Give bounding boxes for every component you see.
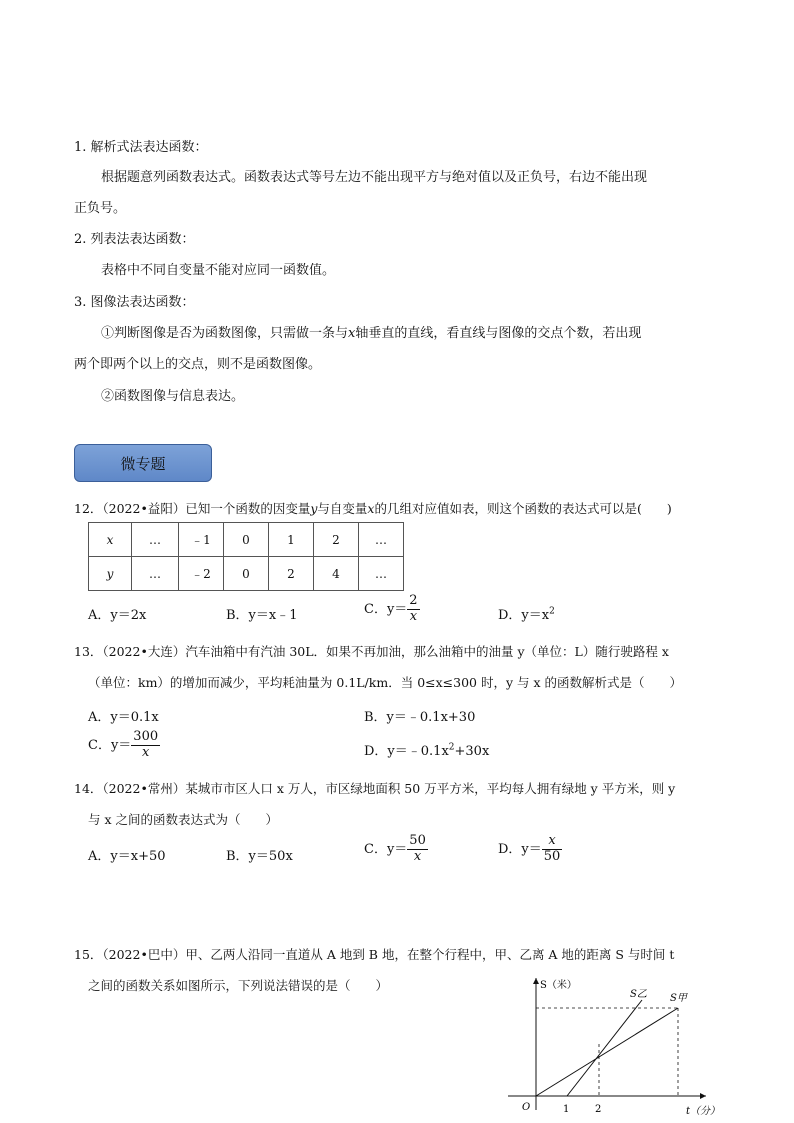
- fraction-numerator: x: [542, 834, 563, 850]
- q14-option-c-prefix: C．y＝: [364, 841, 408, 857]
- q12-option-d-prefix: D．y＝x: [498, 608, 550, 623]
- table-cell: x: [89, 523, 132, 557]
- q14-option-d[interactable]: [498, 834, 562, 865]
- x-tick-2: 2: [595, 1104, 602, 1115]
- q14-option-c-fraction: [407, 834, 428, 865]
- fraction-denominator: x: [413, 848, 422, 864]
- q14-stem-line2: 与 x 之间的函数表达式为（ ）: [88, 812, 278, 827]
- q12-option-c-prefix: C．y＝: [364, 601, 408, 617]
- q12-stem-c: 的几组对应值如表，则这个函数的表达式可以是( ): [374, 501, 672, 516]
- q13-option-a[interactable]: A．y＝0.1x: [88, 710, 159, 725]
- note-1-title: 1. 解析式法表达函数：: [74, 140, 208, 155]
- y-axis-label: S（米）: [540, 980, 577, 991]
- q12-option-d[interactable]: [498, 604, 555, 623]
- table-cell: 0: [224, 557, 269, 591]
- section-tag-label: 微专题: [120, 454, 166, 473]
- q13-option-c-prefix: C．y＝: [88, 737, 132, 753]
- line-s-jia: [536, 1008, 678, 1096]
- q12-option-a[interactable]: A．y＝2x: [88, 608, 147, 623]
- q12-value-table: [88, 522, 404, 591]
- fraction-numerator: 300: [133, 729, 159, 744]
- q14-option-d-prefix: D．y＝: [498, 841, 542, 857]
- note-3-bullet-1-text-a: ①判断图像是否为函数图像，只需做一条与: [101, 326, 349, 341]
- label-s-jia: S甲: [670, 993, 687, 1004]
- note-3-bullet-1-text-b: 轴垂直的直线，看直线与图像的交点个数，若出现: [355, 326, 642, 341]
- table-cell: 2: [314, 523, 359, 557]
- q12-option-d-sup: 2: [549, 606, 555, 617]
- origin-label: O: [522, 1102, 531, 1113]
- q12-option-c-fraction: [407, 594, 419, 625]
- table-row: [89, 523, 404, 557]
- table-cell: 2: [269, 557, 314, 591]
- q15-stem-line2: 之间的函数关系如图所示，下列说法错误的是（ ）: [88, 978, 389, 993]
- q14-option-c[interactable]: [364, 834, 428, 865]
- note-3-bullet-2: ②函数图像与信息表达。: [101, 389, 245, 404]
- table-cell: 1: [269, 523, 314, 557]
- table-cell: …: [359, 523, 404, 557]
- table-cell: ﹣1: [179, 523, 224, 557]
- q13-option-d-suffix: +30x: [454, 744, 490, 759]
- q13-stem-line2: （单位：km）的增加而减少，平均耗油量为 0.1L/km．当 0≤x≤300 时，y 与 x 的函数解析式是（ ）: [88, 675, 683, 690]
- q12-stem-x: x: [367, 501, 375, 516]
- q12-option-b[interactable]: B．y＝x﹣1: [226, 608, 298, 623]
- q13-option-d[interactable]: [364, 740, 489, 759]
- note-1-body-line1: 根据题意列函数表达式。函数表达式等号左边不能出现平方与绝对值以及正负号，右边不能出现: [101, 170, 648, 185]
- fraction-denominator: x: [409, 608, 418, 624]
- fraction-denominator: x: [142, 744, 150, 760]
- fraction-numerator: 2: [409, 593, 418, 608]
- table-cell: y: [89, 557, 132, 591]
- q14-option-a[interactable]: A．y＝x+50: [88, 849, 166, 864]
- section-tag-button[interactable]: [74, 444, 212, 482]
- q13-stem-line1: 13．（2022•大连）汽车油箱中有汽油 30L．如果不再加油，那么油箱中的油量 y（单位：L）随行驶路程 x: [74, 644, 669, 659]
- q12-stem-b: 与自变量: [317, 501, 368, 516]
- q12-stem-a: 12．（2022•益阳）已知一个函数的因变量: [74, 501, 311, 516]
- q15-stem-line1: 15．（2022•巴中）甲、乙两人沿同一直道从 A 地到 B 地，在整个行程中，甲、乙离 A 地的距离 S 与时间 t: [74, 947, 675, 962]
- note-2-body: 表格中不同自变量不能对应同一函数值。: [101, 263, 336, 278]
- table-cell: …: [132, 557, 179, 591]
- x-axis-label: t（分）: [686, 1106, 721, 1117]
- note-3-bullet-1-line2: 两个即两个以上的交点，则不是函数图像。: [74, 357, 322, 372]
- table-cell: …: [132, 523, 179, 557]
- q14-stem-line1: 14．（2022•常州）某城市市区人口 x 万人，市区绿地面积 50 万平方米，平均每人拥有绿地 y 平方米，则 y: [74, 781, 676, 796]
- line-s-yi: [567, 1000, 642, 1096]
- q13-option-c[interactable]: [88, 730, 160, 761]
- q13-option-d-sup: 2: [448, 742, 455, 753]
- note-3-title: 3. 图像法表达函数：: [74, 295, 195, 310]
- note-3-bullet-1-x: x: [348, 326, 356, 341]
- table-cell: 4: [314, 557, 359, 591]
- q13-option-b[interactable]: B．y＝﹣0.1x+30: [364, 710, 476, 725]
- note-2-title: 2. 列表法表达函数：: [74, 232, 195, 247]
- q14-option-b[interactable]: B．y＝50x: [226, 849, 293, 864]
- q13-option-d-prefix: D．y＝﹣0.1x: [364, 744, 449, 759]
- q15-distance-time-graph: [500, 970, 740, 1120]
- q13-option-c-fraction: [131, 730, 160, 761]
- table-row: [89, 557, 404, 591]
- x-tick-1: 1: [563, 1104, 570, 1115]
- table-cell: …: [359, 557, 404, 591]
- q12-stem-y: y: [310, 501, 318, 516]
- fraction-numerator: 50: [409, 833, 426, 848]
- table-cell: 0: [224, 523, 269, 557]
- label-s-yi: S乙: [630, 989, 647, 1000]
- note-3-bullet-1: [101, 322, 641, 341]
- q14-option-d-fraction: [542, 834, 563, 865]
- table-cell: ﹣2: [179, 557, 224, 591]
- q12-option-c[interactable]: [364, 594, 420, 625]
- fraction-denominator: 50: [543, 848, 561, 864]
- note-1-body-line2: 正负号。: [74, 201, 127, 216]
- q12-stem: [74, 499, 672, 517]
